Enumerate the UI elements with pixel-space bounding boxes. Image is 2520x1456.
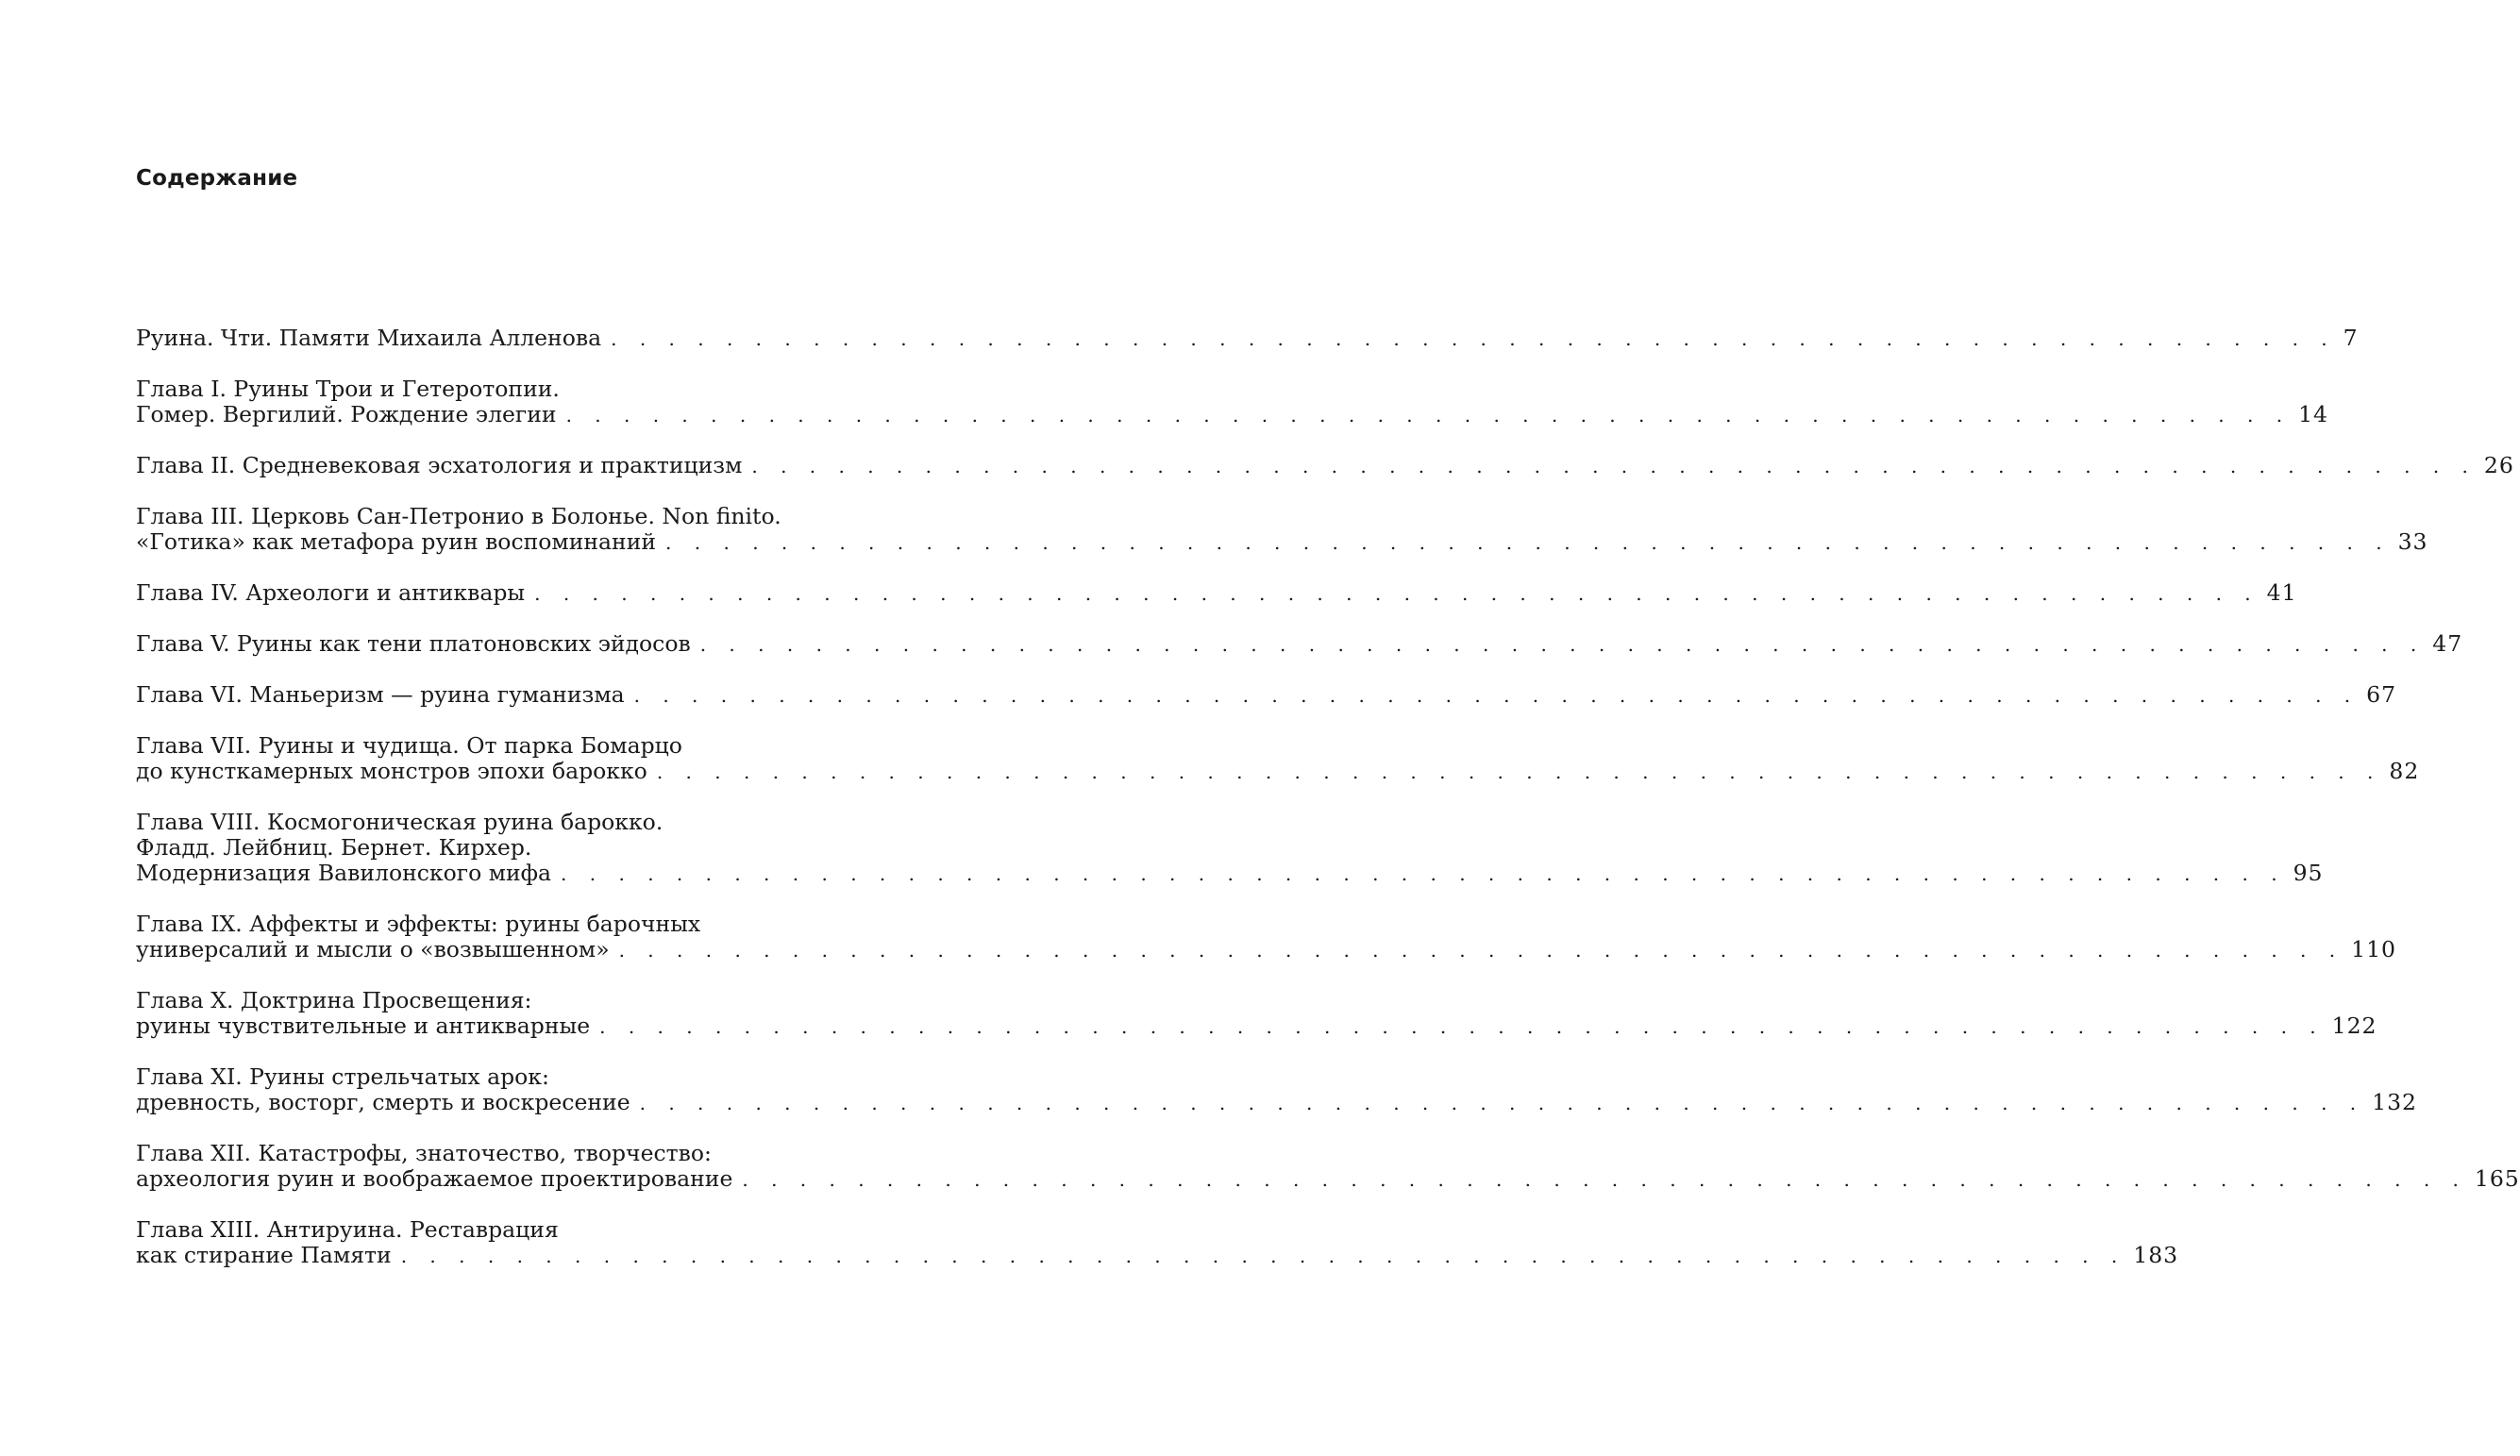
toc-entry-title-line: археология руин и воображаемое проектирование	[136, 1165, 733, 1192]
dot-leader: . . . . . . . . . . . . . . . . . . . . . . . . . . . . . . . . . . . . . . . . . . . . . . . . . . . . . . . . . . . .	[561, 862, 2286, 885]
toc-entry-last-line	[136, 528, 2428, 556]
toc-entry-last-line	[136, 936, 2396, 963]
toc-entry[interactable]	[136, 579, 2297, 607]
toc-entry-title-line: Фладд. Лейбниц. Бернет. Кирхер.	[136, 834, 532, 861]
toc-entry-last-line	[136, 758, 2420, 785]
toc-page-number: 95	[2293, 860, 2324, 886]
toc-entry[interactable]	[136, 1140, 2520, 1193]
dot-leader: . . . . . . . . . . . . . . . . . . . . . . . . . . . . . . . . . . . . . . . . . . . . . . . . . . . . . . . . . . . .	[565, 404, 2292, 427]
toc-entry-last-line	[136, 681, 2397, 709]
toc-entry-title-line: Гомер. Вергилий. Рождение элегии	[136, 401, 557, 427]
toc-entry-title-line: Глава IX. Аффекты и эффекты: руины барочных	[136, 911, 701, 937]
dot-leader: . . . . . . . . . . . . . . . . . . . . . . . . . . . . . . . . . . . . . . . . . . . . . . . . . . . . . . . . . . . .	[742, 1168, 2467, 1191]
toc-entry-title-line: древность, восторг, смерть и воскресение	[136, 1089, 630, 1115]
dot-leader: . . . . . . . . . . . . . . . . . . . . . . . . . . . . . . . . . . . . . . . . . . . . . . . . . . . . . . . . . . . .	[633, 684, 2360, 707]
toc-entry[interactable]	[136, 987, 2377, 1040]
toc-page-number: 122	[2331, 1013, 2377, 1039]
toc-page-number: 47	[2432, 630, 2463, 657]
toc-entry[interactable]	[136, 911, 2396, 963]
toc-entry-last-line	[136, 579, 2297, 607]
toc-page-number: 183	[2133, 1242, 2179, 1268]
toc-page-number: 165	[2474, 1165, 2520, 1192]
toc-entry-title-line: Глава XII. Катастрофы, знаточество, творчество:	[136, 1140, 712, 1166]
toc-entry-title-line: Глава VIII. Космогоническая руина барокко.	[136, 809, 664, 835]
toc-entry[interactable]	[136, 376, 2329, 428]
page-title: Содержание	[136, 166, 298, 191]
toc-entry-title-line: Глава II. Средневековая эсхатология и практицизм	[136, 452, 743, 478]
toc-entry-title-line: Глава III. Церковь Сан-Петронио в Болонье. Non finito.	[136, 503, 781, 529]
toc-entry-last-line	[136, 452, 2514, 479]
toc-entry[interactable]	[136, 325, 2359, 352]
toc-entry[interactable]	[136, 1216, 2179, 1269]
dot-leader: . . . . . . . . . . . . . . . . . . . . . . . . . . . . . . . . . . . . . . . . . . . . . . . . . . . . . . . . . . . .	[665, 531, 2391, 554]
toc-entry-title-line: руины чувствительные и антикварные	[136, 1013, 591, 1039]
toc-page-number: 41	[2266, 579, 2297, 606]
toc-entry-title-line: Глава IV. Археологи и антиквары	[136, 579, 526, 606]
dot-leader: . . . . . . . . . . . . . . . . . . . . . . . . . . . . . . . . . . . . . . . . . . . . . . . . . . . . . . . . . . . .	[699, 633, 2426, 656]
dot-leader: . . . . . . . . . . . . . . . . . . . . . . . . . . . . . . . . . . . . . . . . . . . . . . . . . . . . . . . . . . . .	[751, 455, 2477, 477]
dot-leader: . . . . . . . . . . . . . . . . . . . . . . . . . . . . . . . . . . . . . . . . . . . . . . . . . . . . . . . . . . . .	[534, 582, 2260, 605]
table-of-contents	[136, 325, 2520, 1269]
toc-entry[interactable]	[136, 732, 2420, 785]
toc-page-number: 82	[2389, 758, 2420, 784]
toc-entry-last-line	[136, 630, 2463, 658]
toc-entry-title-line: «Готика» как метафора руин воспоминаний	[136, 528, 657, 555]
toc-entry-last-line	[136, 401, 2329, 428]
toc-entry-title-line: Руина. Чти. Памяти Михаила Алленова	[136, 325, 602, 351]
toc-page-number: 67	[2366, 681, 2397, 708]
toc-page-number: 14	[2298, 401, 2329, 427]
toc-page-number: 33	[2397, 528, 2428, 555]
toc-entry-last-line	[136, 1242, 2179, 1269]
toc-entry-title-line: Глава XIII. Антируина. Реставрация	[136, 1216, 559, 1243]
toc-entry-title-line: универсалий и мысли о «возвышенном»	[136, 936, 610, 962]
toc-entry[interactable]	[136, 681, 2397, 709]
toc-entry-title-line: Глава V. Руины как тени платоновских эйдосов	[136, 630, 691, 657]
toc-entry-title-line: как стирание Памяти	[136, 1242, 392, 1268]
toc-entry[interactable]	[136, 1063, 2418, 1116]
toc-entry-title-line: Глава VII. Руины и чудища. От парка Бомарцо	[136, 732, 682, 759]
toc-entry-last-line	[136, 860, 2324, 887]
dot-leader: . . . . . . . . . . . . . . . . . . . . . . . . . . . . . . . . . . . . . . . . . . . . . . . . . . . . . . . . . . . .	[618, 939, 2344, 962]
dot-leader: . . . . . . . . . . . . . . . . . . . . . . . . . . . . . . . . . . . . . . . . . . . . . . . . . . . . . . . . . . . .	[611, 327, 2336, 350]
toc-entry-last-line	[136, 1089, 2418, 1116]
toc-entry[interactable]	[136, 503, 2428, 556]
toc-entry-title-line: Глава X. Доктрина Просвещения:	[136, 987, 532, 1013]
toc-page-number: 26	[2483, 452, 2514, 478]
toc-entry[interactable]	[136, 630, 2463, 658]
dot-leader: . . . . . . . . . . . . . . . . . . . . . . . . . . . . . . . . . . . . . . . . . . . . . . . . . . . . . . . . . . . .	[599, 1015, 2325, 1038]
toc-entry-title-line: Глава XI. Руины стрельчатых арок:	[136, 1063, 549, 1090]
toc-entry-title-line: Глава VI. Маньеризм — руина гуманизма	[136, 681, 625, 708]
toc-page-number: 7	[2343, 325, 2359, 351]
toc-entry[interactable]	[136, 452, 2514, 479]
toc-page-number: 132	[2372, 1089, 2418, 1115]
toc-entry-title-line: Глава I. Руины Трои и Гетеротопии.	[136, 376, 560, 402]
dot-leader: . . . . . . . . . . . . . . . . . . . . . . . . . . . . . . . . . . . . . . . . . . . . . . . . . . . . . . . . . . . .	[639, 1092, 2365, 1114]
dot-leader: . . . . . . . . . . . . . . . . . . . . . . . . . . . . . . . . . . . . . . . . . . . . . . . . . . . . . . . . . . . .	[656, 761, 2382, 783]
toc-entry-title-line: Модернизация Вавилонского мифа	[136, 860, 552, 886]
toc-entry-last-line	[136, 325, 2359, 352]
toc-entry-last-line	[136, 1013, 2377, 1040]
toc-entry-last-line	[136, 1165, 2520, 1193]
dot-leader: . . . . . . . . . . . . . . . . . . . . . . . . . . . . . . . . . . . . . . . . . . . . . . . . . . . . . . . . . . . .	[400, 1245, 2126, 1267]
toc-page-number: 110	[2351, 936, 2396, 962]
toc-entry-title-line: до кунсткамерных монстров эпохи барокко	[136, 758, 647, 784]
toc-entry[interactable]	[136, 809, 2324, 887]
